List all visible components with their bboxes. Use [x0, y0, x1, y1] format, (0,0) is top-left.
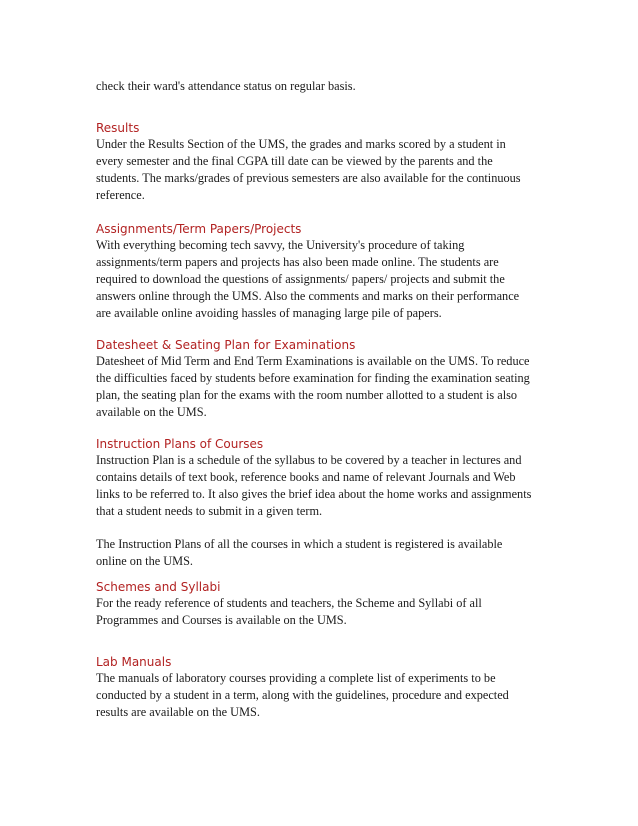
instruction-line: links to be referred to. It also gives the brief idea about the home works and assignments	[96, 486, 532, 501]
datesheet-line: Datesheet of Mid Term and End Term Examinations is available on the UMS. To reduce	[96, 354, 530, 368]
schemes-line: Programmes and Courses is available on the UMS.	[96, 612, 347, 627]
assignments-line: assignments/term papers and projects has also been made online. The students are	[96, 254, 499, 269]
results-line: students. The marks/grades of previous semesters are also available for the continuous	[96, 170, 521, 185]
datesheet-line: plan, the seating plan for the exams with the room number allotted to a student is also	[96, 387, 518, 402]
section-schemes-syllabi	[96, 579, 482, 629]
lab-line: The manuals of laboratory courses providing a complete list of experiments to be	[96, 671, 496, 685]
results-heading: Results	[96, 121, 140, 135]
section-lab-manuals	[96, 654, 509, 721]
results-line: reference.	[96, 187, 145, 202]
intro-paragraph: check their ward's attendance status on regular basis.	[96, 79, 356, 93]
schemes-heading: Schemes and Syllabi	[96, 580, 221, 594]
instruction-line: contains details of text book, reference books and name of relevant Journals and Web	[96, 469, 516, 484]
instruction-heading: Instruction Plans of Courses	[96, 437, 264, 451]
paragraph-gap	[96, 520, 531, 536]
instruction-line: Instruction Plan is a schedule of the syllabus to be covered by a teacher in lectures and	[96, 453, 522, 467]
instruction-line: that a student needs to submit in a given term.	[96, 503, 323, 518]
assignments-line: are available online avoiding hassles of managing large pile of papers.	[96, 305, 442, 320]
datesheet-heading: Datesheet & Seating Plan for Examinations	[96, 338, 356, 352]
assignments-heading: Assignments/Term Papers/Projects	[96, 222, 302, 236]
section-instruction-plans	[96, 436, 531, 569]
results-line: every semester and the final CGPA till date can be viewed by the parents and the	[96, 153, 493, 168]
instruction-line: The Instruction Plans of all the courses in which a student is registered is available	[96, 536, 503, 551]
section-datesheet	[96, 337, 530, 421]
assignments-line: required to download the questions of assignments/ papers/ projects and submit the	[96, 271, 505, 286]
lab-line: conducted by a student in a term, along with the guidelines, procedure and expected	[96, 687, 509, 702]
results-line: Under the Results Section of the UMS, the grades and marks scored by a student in	[96, 137, 506, 151]
lab-heading: Lab Manuals	[96, 655, 172, 669]
datesheet-line: the difficulties faced by students before examination for finding the examination seating	[96, 370, 530, 385]
schemes-line: For the ready reference of students and teachers, the Scheme and Syllabi of all	[96, 596, 482, 610]
instruction-line: online on the UMS.	[96, 553, 194, 568]
assignments-line: answers online through the UMS. Also the comments and marks on their performance	[96, 288, 520, 303]
section-assignments	[96, 221, 519, 322]
assignments-line: With everything becoming tech savvy, the University's procedure of taking	[96, 238, 465, 252]
datesheet-line: available on the UMS.	[96, 404, 207, 419]
lab-line: results are available on the UMS.	[96, 704, 260, 719]
section-results	[96, 120, 521, 204]
